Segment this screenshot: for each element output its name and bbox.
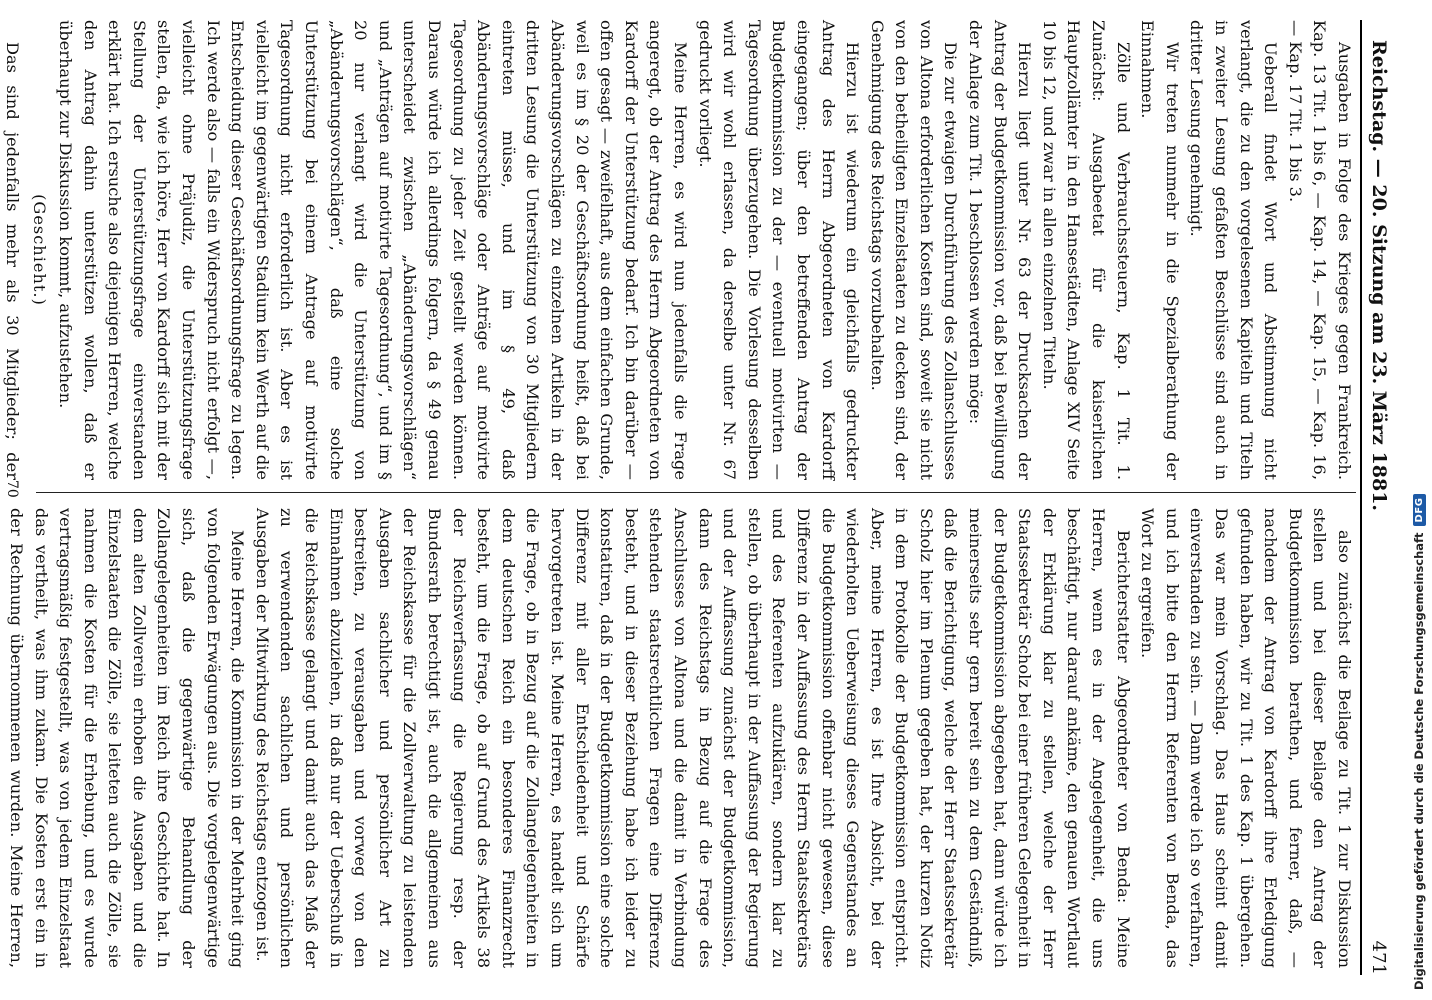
right-column-paragraph: also zunächst die Beilage zu Tit. 1 zur Diskussion stellen und bei dieser Beilage den Antrag der Budgetkommission berathen, und ferner, daß, — nachdem der Antrag von Kardorff ihre Erledigung gefunden haben, wir zu Tit. 1 des Kap. 1 übergehen. Das war mein Vorschlag. Das Haus scheint damit einverstanden zu sein. — Dann werde ich so verfahren, und ich bitte den Herrn Referenten von Benda, das Wort zu ergreifen. (1138, 508, 1354, 968)
left-column-paragraph: Wir treten nunmehr in die Spezialberathung der Einnahmen. (1138, 20, 1182, 480)
document-page (0, 10, 1400, 985)
credit-text: Digitalisierung gefördert durch die Deutsche Forschungsgemeinschaft (1412, 532, 1426, 990)
column-divider (36, 492, 1356, 493)
left-column-paragraph: Ueberall findet Wort und Abstimmung nicht verlangt, die zu den vorgelesenen Kapiteln und Titeln in zweiter Lesung gefaßten Beschlüsse sind auch in dritter Lesung genehmigt. (1187, 20, 1281, 480)
left-column-paragraph: Meine Herren, es wird nun jedenfalls die Frage angeregt, ob der Antrag des Herrn Abgeordneten von Kardorff der Unterstützung bedarf. Ich bin darüber — offen gesagt — zweifelhaft, aus dem einfachen Grunde, weil es im § 20 der Geschäftsordnung heißt, daß bei Abänderungsvorschlägen zu einzelnen Artikeln in der dritten Lesung die Unterstützung von 30 Mitgliedern eintreten müsse, und im § 49, daß Abänderungsvorschläge oder Anträge auf motivirte Tagesordnung zu jeder Zeit gestellt werden können. Daraus würde ich allerdings folgern, da § 49 genau unterscheidet zwischen „Abänderungsvorschlägen“ und „Anträgen auf motivirte Tagesordnung“, und im § 20 nur verlangt wird die Unterstützung von „Abänderungsvorschlägen“, daß eine solche Unterstützung bei einem Antrage auf motivirte Tagesordnung nicht erforderlich ist. Aber es ist vielleicht im gegenwärtigen Stadium kein Werth auf die Entscheidung dieser Geschäftsordnungsfrage zu legen. Ich werde also — falls ein Widerspruch nicht erfolgt —, vielleicht ohne Präjudiz, die Unterstützungsfrage stellen, da, wie ich höre, Herr von Kardorff sich mit der Stellung der Unterstützungsfrage einverstanden erklärt hat. Ich ersuche also diejenigen Herren, welche den Antrag dahin unterstützen wollen, daß er überhaupt zur Diskussion kommt, aufzustehen. (56, 20, 690, 480)
page-header (1364, 20, 1394, 975)
left-column-paragraph: Ausgaben in Folge des Krieges gegen Frankreich. Kap. 13 Tit. 1 bis 6, — Kap. 14, — Kap. 15, — Kap. 16, — Kap. 17 Tit. 1 bis 3. (1285, 20, 1354, 480)
signature-mark: 70 (4, 480, 20, 498)
page-title: Reichstag. — 20. Sitzung am 23. März 1881. (1368, 40, 1390, 512)
left-column-paragraph: Hierzu liegt unter Nr. 63 der Drucksachen der Antrag der Budgetkommission vor, daß bei Bewilligung der Anlage zum Tit. 1 beschlossen werden möge: (966, 20, 1035, 480)
left-column-paragraph: Das sind jedenfalls mehr als 30 Mitglieder; der (2, 42, 22, 480)
left-column-paragraph: Hierzu ist wiederum ein gleichfalls gedruckter Antrag des Herrn Abgeordneten von Kardorff eingegangen; über den betreffenden Antrag der Budgetkommission zu der — eventuell motivirten — Tagesordnung überzugehen. Die Vorlesung desselben wird wir wohl erlassen, da derselbe unter Nr. 67 gedruckt vorliegt. (695, 20, 863, 480)
digitization-credit (1408, 0, 1430, 990)
left-column-paragraph: Die zur etwaigen Durchführung des Zollanschlusses von Altona erforderlichen Kosten sind, soweit sie nicht von den betheiligten Einzelstaaten zu decken sind, der Genehmigung des Reichstags vorzubehalten. (867, 20, 961, 480)
page-number: 471 (1368, 940, 1390, 975)
header-rule (1360, 20, 1362, 975)
dfg-logo: DFG (1413, 494, 1426, 527)
right-column-paragraph: Meine Herren, die Kommission in der Mehrheit ging von folgenden Erwägungen aus. Die vorgelegenwärtige sich, daß die gegenwärtige Behandlung der Zollangelegenheiten im Reich ihre Geschichte hat. In dem alten Zollverein erhoben die Ausgaben und die Einzelstaaten die Zölle, sie leiteten auch die Zölle, sie nahmen die Kosten für die Erhebung, und es wurde vertragsmäßig festgestellt, was von jedem Einzelstaat das vertheilt, was ihm zukam. Die Kosten erst ein in der Rechnung übernommenen wurden. Meine Herren, (6, 508, 248, 968)
text-column-right (6, 508, 1356, 968)
text-column-left (2, 20, 1356, 480)
left-column-paragraph: (Geschieht.) (29, 194, 49, 306)
left-column-paragraph: Zölle und Verbrauchssteuern, Kap. 1 Tit. 1. Zunächst: Ausgabeetat für die kaiserlichen Hauptzollämter in den Hansestädten, Anlage XIV Seite 10 bis 12, und zwar in allen einzelnen Titeln. (1039, 20, 1133, 480)
right-column-paragraph: Berichterstatter Abgeordneter von Benda: Meine Herren, wenn es in der Angelegenheit, die uns beschäftigt, nur darauf ankäme, den genauen Wortlaut der Erklärung klar zu stellen, welche der Herr Staatssekretär Scholz bei einer früheren Gelegenheit in der Budgetkommission abgegeben hat, dann würde ich meinerseits sehr gern bereit sein zu dem Geständniß, daß die Berichtigung, welche der Herr Staatssekretär Scholz hier im Plenum gegeben hat, der kurzen Notiz in dem Protokolle der Budgetkommission entspricht. Aber, meine Herren, es ist Ihre Absicht, bei der wiederholten Ueberweisung dieses Gegenstandes an die Budgetkommission offenbar nicht gewesen, diese Differenz in der Auffassung des Herrn Staatssekretärs und des Referenten aufzuklären, sondern klar zu stellen, ob überhaupt in der Auffassung der Regierung und der Auffassung zunächst der Budgetkommission, dann des Reichstags in Bezug auf die Frage des Anschlusses von Altona und die damit in Verbindung stehenden staatsrechtlichen Fragen eine Differenz besteht, und in dieser Beziehung habe ich leider zu konstatiren, daß in der Budgetkommission eine solche Differenz mit aller Entschiedenheit und Schärfe hervorgetreten ist. Meine Herren, es handelt sich um die Frage, ob in Bezug auf die Zollangelegenheiten in dem deutschen Reich ein besonderes Finanzrecht besteht, um die Frage, ob auf Grund des Artikels 38 der Reichsverfassung die Regierung resp. der Bundesrath berechtigt ist, auch die allgemeinen aus der Reichskasse für die Zollverwaltung zu leistenden Ausgaben sachlicher und persönlicher Art zu bestreiten, zu verausgaben und vorweg von den Einnahmen abzuziehen, in daß nur der Ueberschuß in die Reichskasse gelangt und damit auch das Maß der zu verwendenden sachlichen und persönlichen Ausgaben der Mitwirkung des Reichstags entzogen ist. (252, 508, 1133, 968)
